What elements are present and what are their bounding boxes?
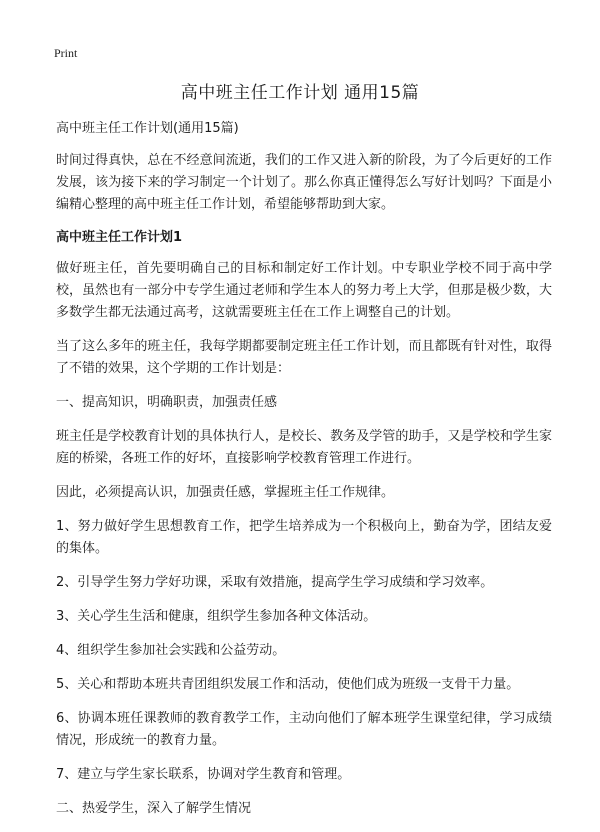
- list-item: 1、努力做好学生思想教育工作，把学生培养成为一个积极向上，勤奋为学，团结友爱的集体。: [56, 519, 552, 556]
- subheading-1: 一、提高知识，明确职责，加强责任感: [56, 395, 278, 410]
- print-link[interactable]: Print: [54, 46, 78, 60]
- list-item: 2、引导学生努力学好功课，采取有效措施，提高学生学习成绩和学习效率。: [56, 575, 494, 590]
- list-item: 3、关心学生生活和健康，组织学生参加各种文体活动。: [56, 609, 377, 624]
- body-paragraph: 当了这么多年的班主任，我每学期都要制定班主任工作计划，而且都既有针对性，取得了不错的效果，这个学期的工作计划是：: [56, 339, 552, 376]
- body-paragraph: 因此，必须提高认识，加强责任感，掌握班主任工作规律。: [56, 485, 395, 500]
- document-subtitle: 高中班主任工作计划(通用15篇): [56, 121, 239, 136]
- body-paragraph: 班主任是学校教育计划的具体执行人，是校长、教务及学管的助手，又是学校和学生家庭的桥梁，各班工作的好坏，直接影响学校教育管理工作进行。: [56, 429, 552, 466]
- list-item: 4、组织学生参加社会实践和公益劳动。: [56, 643, 286, 658]
- list-item: 5、关心和帮助本班共青团组织发展工作和活动，使他们成为班级一支骨干力量。: [56, 677, 520, 692]
- intro-paragraph: 时间过得真快，总在不经意间流逝，我们的工作又进入新的阶段，为了今后更好的工作发展，该为接下来的学习制定一个计划了。那么你真正懂得怎么写好计划吗？下面是小编精心整理的高中班主任工作计划，希望能够帮助到大家。: [56, 153, 552, 212]
- page-title: 高中班主任工作计划 通用15篇: [180, 83, 420, 103]
- list-item: 6、协调本班任课教师的教育教学工作，主动向他们了解本班学生课堂纪律，学习成绩情况，形成统一的教育力量。: [56, 711, 552, 748]
- document-body: [56, 120, 552, 832]
- subheading-2: 二、热爱学生，深入了解学生情况: [56, 801, 252, 816]
- list-item: 7、建立与学生家长联系，协调对学生教育和管理。: [56, 767, 351, 782]
- body-paragraph: 做好班主任，首先要明确自己的目标和制定好工作计划。中专职业学校不同于高中学校，虽然也有一部分中专学生通过老师和学生本人的努力考上大学，但那是极少数，大多数学生都无法通过高考，这就需要班主任在工作上调整自己的计划。: [56, 261, 552, 320]
- section-heading: 高中班主任工作计划1: [56, 230, 183, 245]
